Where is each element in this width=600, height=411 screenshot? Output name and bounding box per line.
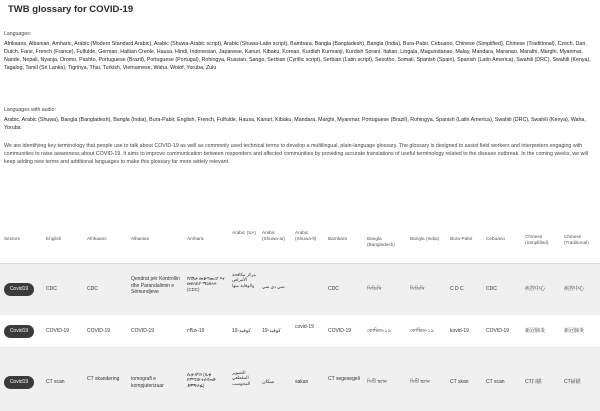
cell-bangla-bd: সিটি স্ক্যান bbox=[367, 379, 387, 385]
cell-afrikaans: CDC bbox=[87, 286, 98, 292]
sector-badge[interactable]: Covid19 bbox=[4, 283, 34, 296]
th-amharic: Amharic bbox=[187, 236, 205, 241]
cell-bangla-bd: কোভিড-১৯ bbox=[367, 328, 391, 334]
cell-amharic: ሲቲ ስካን (ሲቲ ኮምፒውተራይዝድ ቶሞግራፊ) bbox=[187, 372, 216, 388]
cell-chinese-traditional: 新冠肺炎 bbox=[564, 328, 585, 334]
cell-albanian: Qendrat për Kontrollin dhe Parandalimin e Sëmundjeve bbox=[131, 276, 180, 296]
th-bambara: Bambara bbox=[328, 236, 348, 241]
cell-albanian: COVID-19 bbox=[131, 328, 155, 334]
th-english: English bbox=[46, 236, 62, 241]
cell-cebuano: CDC bbox=[486, 286, 497, 292]
cell-amharic: ኮቪድ-19 bbox=[187, 328, 205, 334]
cell-chinese-simplified: 疾控中心 bbox=[525, 286, 546, 292]
cell-english: CT scan bbox=[46, 379, 65, 385]
th-afrikaans: Afrikaans bbox=[87, 236, 107, 241]
th-arabic-sa: Arabic (SA) bbox=[232, 230, 256, 235]
cell-bangla-in: সিডিসি bbox=[410, 286, 425, 292]
th-bangla-bd: Bangla (Bangladesh) bbox=[367, 236, 395, 247]
cell-english: COVID-19 bbox=[46, 328, 70, 334]
sector-badge[interactable]: Covid19 bbox=[4, 325, 34, 338]
cell-albanian: tomografi e kompjuterizuar bbox=[131, 376, 164, 389]
th-arabic-shuwa-ar: Arabic (Shuwa-ar) bbox=[262, 230, 286, 241]
cell-bangla-in: কোভিড-১৯ bbox=[410, 328, 434, 334]
th-albanian: Albanian bbox=[131, 236, 150, 241]
table-row bbox=[0, 264, 600, 315]
th-bangla-in: Bangla (India) bbox=[410, 236, 440, 241]
cell-bambara: CDC bbox=[328, 286, 339, 292]
audio-languages-label: Languages with audio: bbox=[4, 107, 56, 113]
cell-chinese-traditional: 疾控中心 bbox=[564, 286, 585, 292]
cell-bura-pabir: kovid-19 bbox=[450, 328, 469, 334]
cell-bambara: COVID-19 bbox=[328, 328, 352, 334]
th-arabic-shuwa-lt: Arabic (Shuwa-lt) bbox=[295, 230, 317, 241]
cell-bangla-in: সিটি স্ক্যান bbox=[410, 379, 430, 385]
cell-amharic: የበሽታ መቆጣጠሪያ እና መከላከያ ማዕከላት (CDC) bbox=[187, 276, 225, 292]
cell-afrikaans: COVID-19 bbox=[87, 328, 111, 334]
cell-chinese-simplified: 新冠肺炎 bbox=[525, 328, 546, 334]
table-row bbox=[0, 315, 600, 348]
cell-arabic-shuwa-ar: كوفيد-19 bbox=[262, 328, 281, 334]
cell-english: CDC bbox=[46, 286, 57, 292]
cell-arabic-shuwa-lt: covid-19 bbox=[295, 324, 314, 330]
th-chinese-simplified: Chinese (Simplified) bbox=[525, 234, 549, 245]
sector-badge[interactable]: Covid19 bbox=[4, 376, 34, 389]
intro-paragraph: We are identifying key terminology that people use to talk about COVID-19 as well as commonly used technical terms to develop a multilingual, plain-language glossary. The glossary is designed to assist field workers and interpreters engaging with communities to raise awareness about COVID-19. It aims to improve communication between responders and affected communities by providing accurate translations of useful terminology related to the disease outbreak. In the coming weeks, we will keep adding new terms and additional languages to make this glossary far more widely relevant. bbox=[4, 143, 589, 166]
th-sectors: Sectors bbox=[4, 236, 20, 241]
cell-arabic-shuwa-ar: سي دي سي bbox=[262, 284, 285, 289]
cell-bura-pabir: C D C bbox=[450, 286, 464, 292]
cell-bangla-bd: সিডিসি bbox=[367, 286, 382, 292]
cell-arabic-shuwa-ar: سكان bbox=[262, 379, 275, 385]
cell-arabic-shuwa-lt: sakan bbox=[295, 379, 309, 385]
cell-cebuano: CT scan bbox=[486, 379, 505, 385]
cell-bambara: CT segesegeli bbox=[328, 376, 360, 382]
cell-chinese-simplified: CT扫描 bbox=[525, 379, 542, 385]
cell-afrikaans: CT skandering bbox=[87, 376, 120, 382]
languages-label: Languages: bbox=[4, 31, 32, 37]
cell-arabic-sa: كوفيد-19 bbox=[232, 328, 251, 334]
cell-bura-pabir: CT skan bbox=[450, 379, 469, 385]
page-title: TWB glossary for COVID-19 bbox=[8, 4, 134, 15]
cell-cebuano: COVID-19 bbox=[486, 328, 510, 334]
languages-list: Afrikaans, Albanian, Amharic, Arabic (Modern Standard Arabic), Arabic (Shuwa-Arabic script), Arabic (Shuwa-Latin script), Bambara, Bangla (Bangladesh), Bangla (India), Bura-Pabir, Cebuano, Chinese (Simplified), Chinese (Traditional), Czech, Dari, Dutch, Farsi, French (France), Fulfulde, German, Haitian Creole, Hausa, Hindi, Indonesian, Japanese, Kanuri, Kibaku, Korean, Kurdish Kurmanji, Kurdish Sorani, Italian, Lingala, Maguindanao, Malay, Mandara, Maranao, Marathi, Marghi, Myanmar, Nande, Nepali, Nyanja, Oromo, Pashto, Portuguese (Brazil), Portuguese (Portugal), Rohingya, Russian, Sango, Serbian (Cyrillic script), Serbian (Latin script), Sesotho, Somali, Spanish (Spain), Spanish (Latin America), Swahili (DRC), Swahili (Kenya), Tagalog, Tamil (Sri Lanka), Tigrinya, Thai, Turkish, Vietnamese, Waha, Wolof, Yoruba, Zulu bbox=[4, 41, 591, 72]
table-header-row bbox=[0, 226, 600, 264]
th-chinese-traditional: Chinese (Traditional) bbox=[564, 234, 589, 245]
audio-languages-list: Arabic, Arabic (Shuwa), Bangla (Bangladesh), Bangla (India), Bura-Pabir, English, French, Fulfulde, Hausa, Kanuri, Kibaku, Mandara, Marghi, Myanmar, Portuguese (Brazil), Rohingya, Spanish (Latin America), Swahili (DRC), Swahili (Kenya), Waha, Yoruba bbox=[4, 117, 586, 132]
cell-chinese-traditional: CT掃描 bbox=[564, 379, 581, 385]
table-row bbox=[0, 348, 600, 411]
th-cebuano: Cebuano bbox=[486, 236, 506, 241]
cell-arabic-sa: التصوير المقطعي المحوسب bbox=[232, 370, 251, 386]
cell-arabic-sa: مركز مكافحة الأمراض والوقاية منها bbox=[232, 272, 256, 288]
th-bura-pabir: Bura-Pabir bbox=[450, 236, 473, 241]
